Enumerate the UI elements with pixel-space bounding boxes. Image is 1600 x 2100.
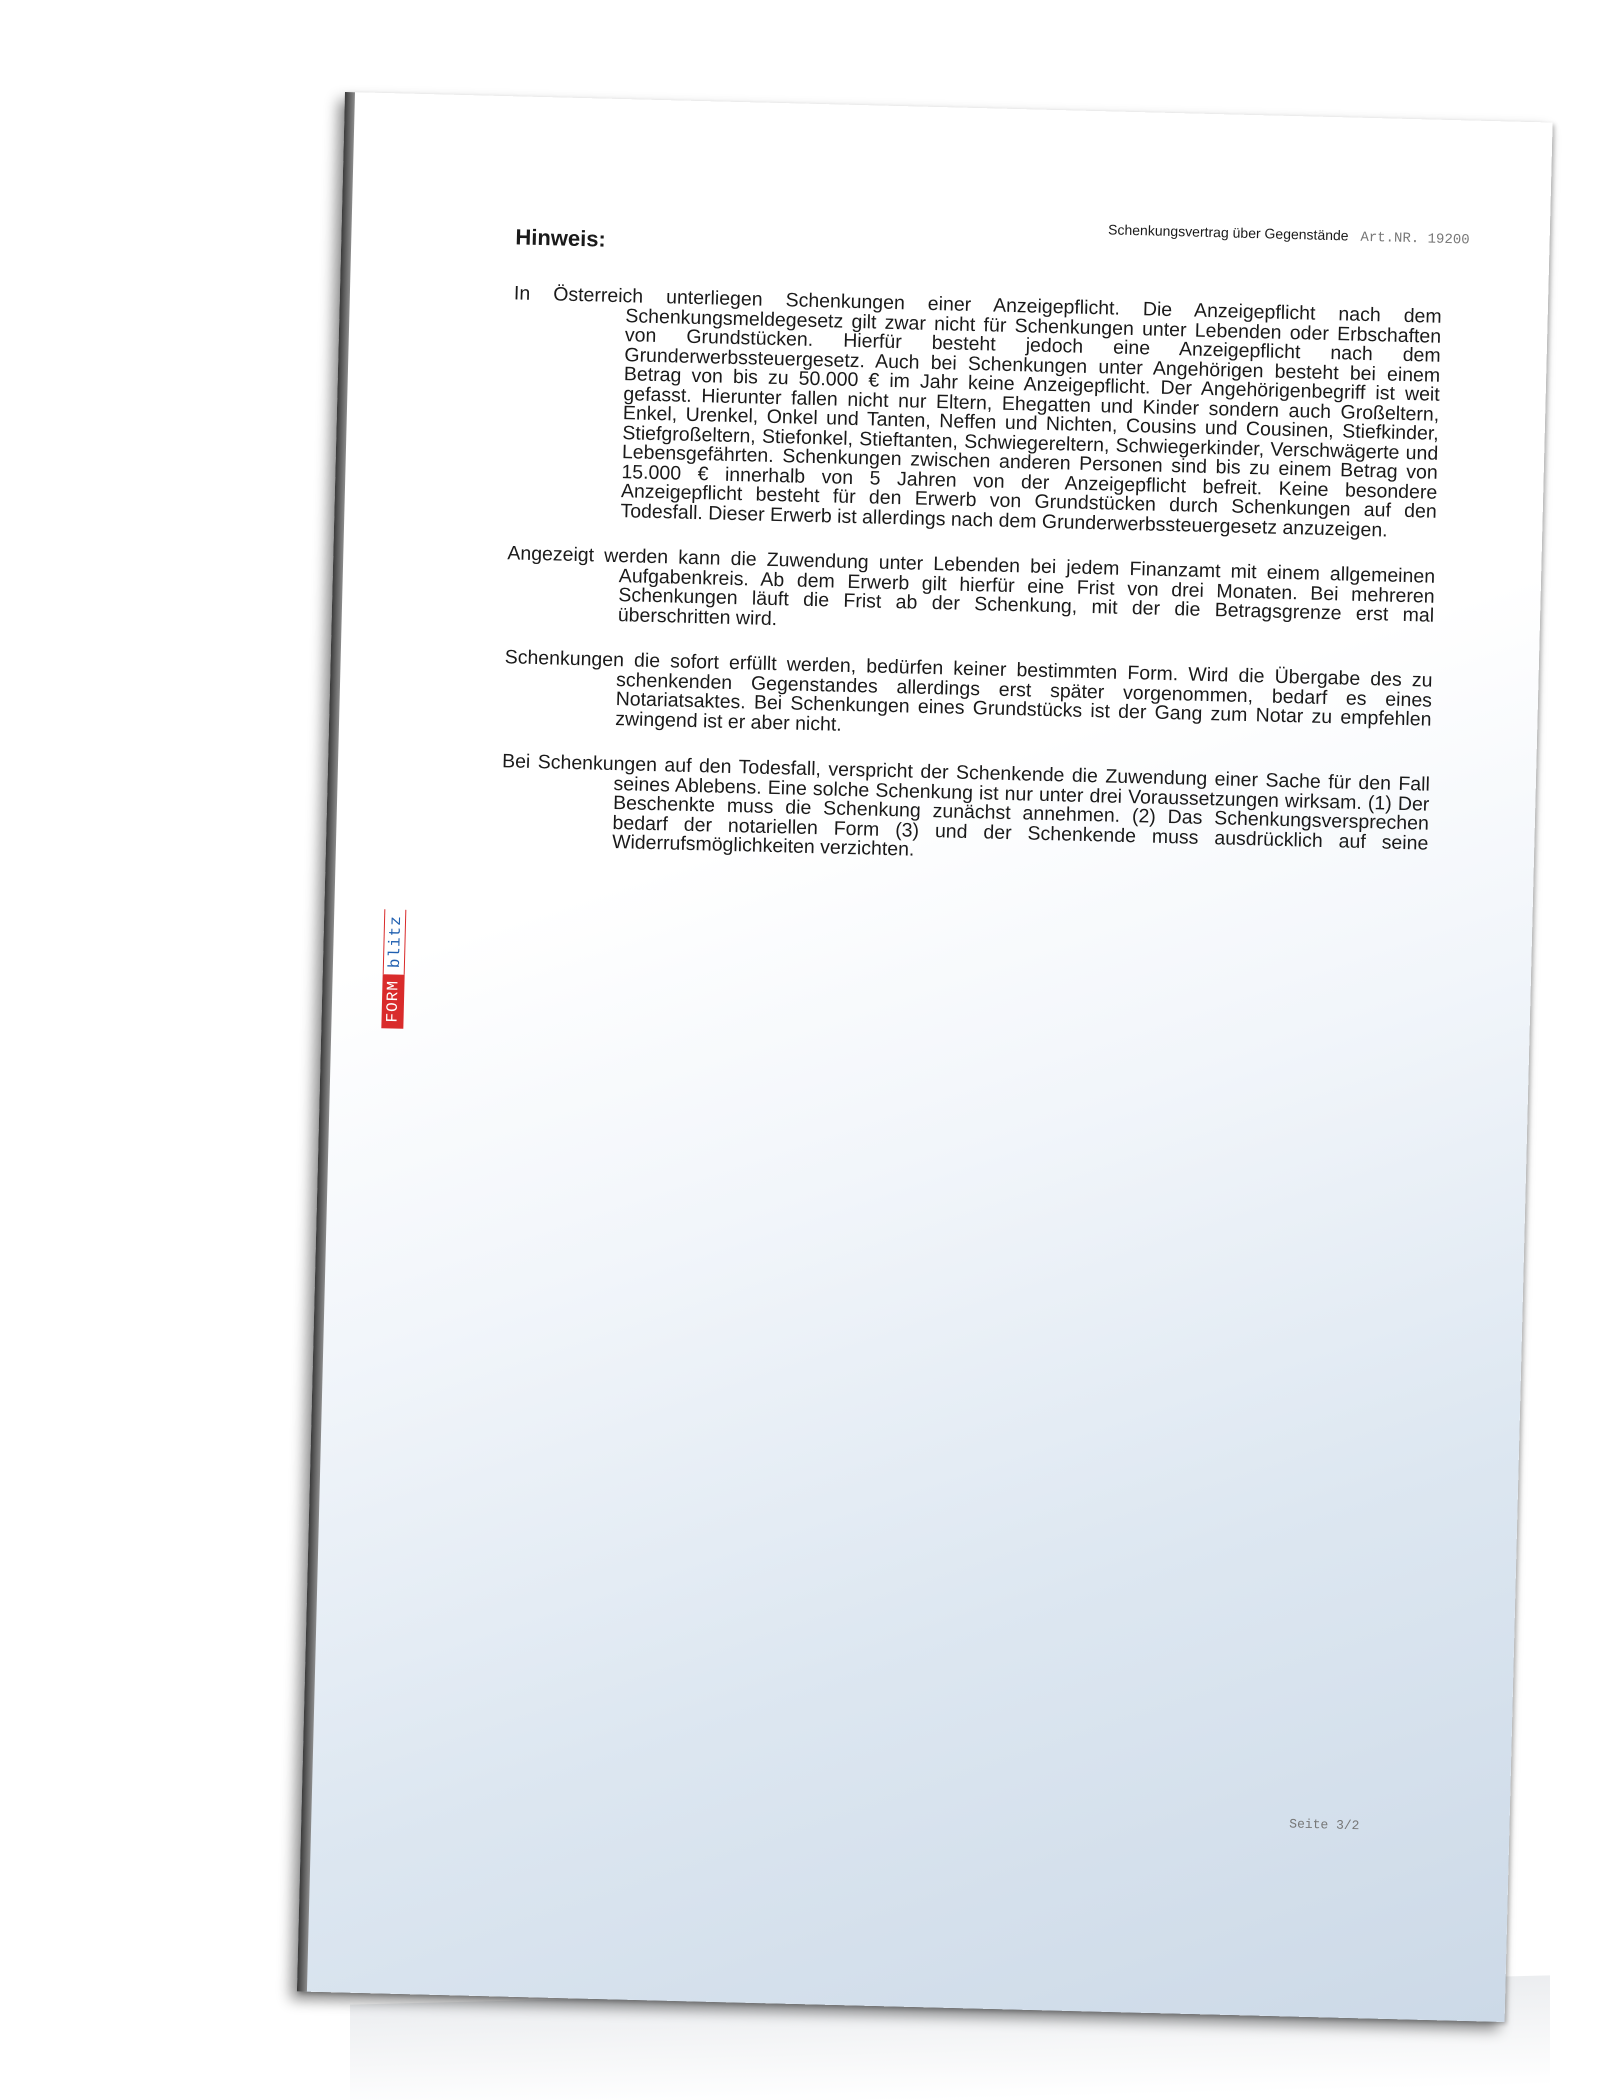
page-header [1108, 221, 1470, 248]
document-page [297, 92, 1553, 2022]
page-edge [297, 92, 355, 1992]
logo-form-text: FORM [381, 974, 404, 1029]
paragraph-anzeigepflicht: In Österreich unterliegen Schenkungen einer Anzeigepflicht. Die Anzeigepflicht nach dem Schenkungsmeldegesetz gilt zwar nicht für Schenkungen unter Lebenden oder Erbschaften von Grundstücken. Hierfür besteht jedoch eine Anzeigepflicht nach dem Grunderwerbssteuergesetz. Auch bei Schenkungen unter Angehörigen besteht bei einem Betrag von bis zu 50.000 € im Jahr keine Anzeigepflicht. Der Angehörigenbegriff ist weit gefasst. Hierunter fallen nicht nur Eltern, Ehegatten und Kinder sondern auch Großeltern, Enkel, Urenkel, Onkel und Tanten, Neffen und Nichten, Cousins und Cousinen, Stiefkinder, Stiefgroßeltern, Stiefonkel, Stieftanten, Schwiegereltern, Schwiegerkinder, Verschwägerte und Lebensgefährten. Schenkungen zwischen anderen Personen sind bis zu einem Betrag von 15.000 € innerhalb von 5 Jahren von der Anzeigepflicht befreit. Keine besondere Anzeigepflicht besteht für den Erwerb von Grundstücken durch Schenkungen auf den Todesfall. Dieser Erwerb ist allerdings nach dem Grunderwerbssteuergesetz anzuzeigen. [513, 282, 1442, 542]
paragraph-form: Schenkungen die sofort erfüllt werden, bedürfen keiner bestimmten Form. Wird die Übergabe des zu schenkenden Gegenstandes allerdings erst später vorgenommen, bedarf es eines Notariatsaktes. Bei Schenkungen eines Grundstücks ist der Gang zum Notar zu empfehlen zwingend ist er aber nicht. [504, 646, 1433, 736]
paragraph-frist: Angezeigt werden kann die Zuwendung unter Lebenden bei jedem Finanzamt mit einem allgemeinen Aufgabenkreis. Ab dem Erwerb gilt hierfür eine Frist von drei Monaten. Bei mehreren Schenkungen läuft die Frist ab der Schenkung, mit der die Betragsgrenze erst mal überschritten wird. [507, 542, 1436, 630]
article-number: Art.NR. 19200 [1360, 229, 1470, 249]
document-title: Schenkungsvertrag über Gegenstände [1107, 221, 1349, 244]
page-number: Seite 3/2 [1289, 1816, 1360, 1834]
document-body [499, 284, 1442, 899]
paragraph-todesfall: Bei Schenkungen auf den Todesfall, verspricht der Schenkende die Zuwendung einer Sache für den Fall seines Ablebens. Eine solche Schenkung ist nur unter drei Voraussetzungen wirksam. (1) Der Beschenkte muss die Schenkung zunächst annehmen. (2) Das Schenkungsversprechen bedarf der notariellen Form (3) und der Schenkende muss ausdrücklich auf seine Widerrufsmöglichkeiten verzichten. [501, 750, 1431, 861]
logo-blitz-text: blitz [383, 909, 407, 975]
section-heading: Hinweis: [515, 224, 607, 252]
formblitz-logo [381, 878, 407, 1029]
